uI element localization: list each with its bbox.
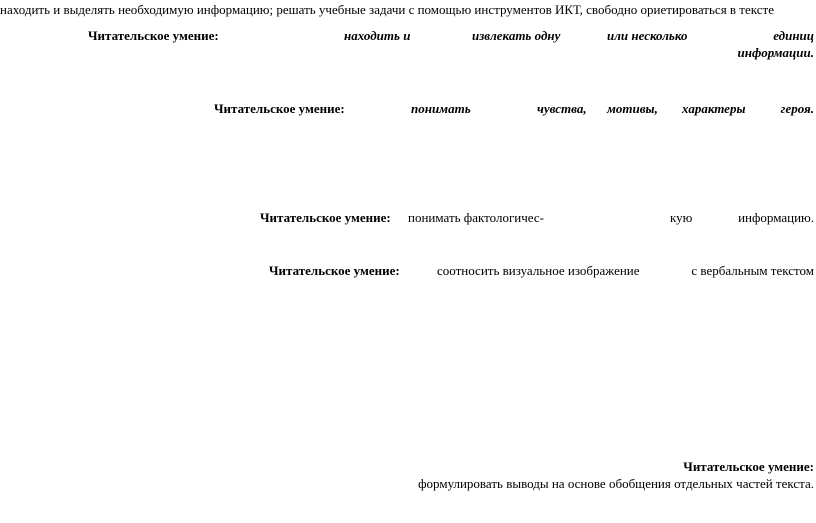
skill-1-continuation: информации.	[737, 45, 814, 60]
skill-4-word-2: с вербальным текстом	[691, 263, 814, 278]
reading-skill-label-4: Читательское умение:	[269, 263, 400, 278]
reading-skill-label-3: Читательское умение:	[260, 210, 391, 225]
skill-2-word-5: героя.	[780, 101, 814, 116]
skill-3-word-1: понимать фактологичес-	[408, 210, 544, 225]
skill-2-word-2: чувства,	[537, 101, 587, 116]
skill-3-word-2: кую	[670, 210, 693, 225]
reading-skill-label-5: Читательское умение:	[683, 459, 814, 474]
reading-skill-label-2: Читательское умение:	[214, 101, 345, 116]
skill-2-word-3: мотивы,	[607, 101, 658, 116]
skill-3-word-3: информацию.	[738, 210, 814, 225]
reading-skill-label-1: Читательское умение:	[88, 28, 219, 43]
skill-1-word-1: находить и	[344, 28, 411, 43]
skill-1-word-2: извлекать одну	[472, 28, 561, 43]
intro-text: находить и выделять необходимую информацию; решать учебные задачи с помощью инструментов ИКТ, свободно ориетироваться в тексте	[0, 2, 774, 17]
skill-5-line: формулировать выводы на основе обобщения отдельных частей текста.	[418, 476, 814, 491]
skill-1-word-4: единиц	[773, 28, 814, 43]
skill-2-word-1: понимать	[411, 101, 471, 116]
skill-1-word-3: или несколько	[607, 28, 688, 43]
skill-4-word-1: соотносить визуальное изображение	[437, 263, 640, 278]
skill-2-word-4: характеры	[682, 101, 746, 116]
